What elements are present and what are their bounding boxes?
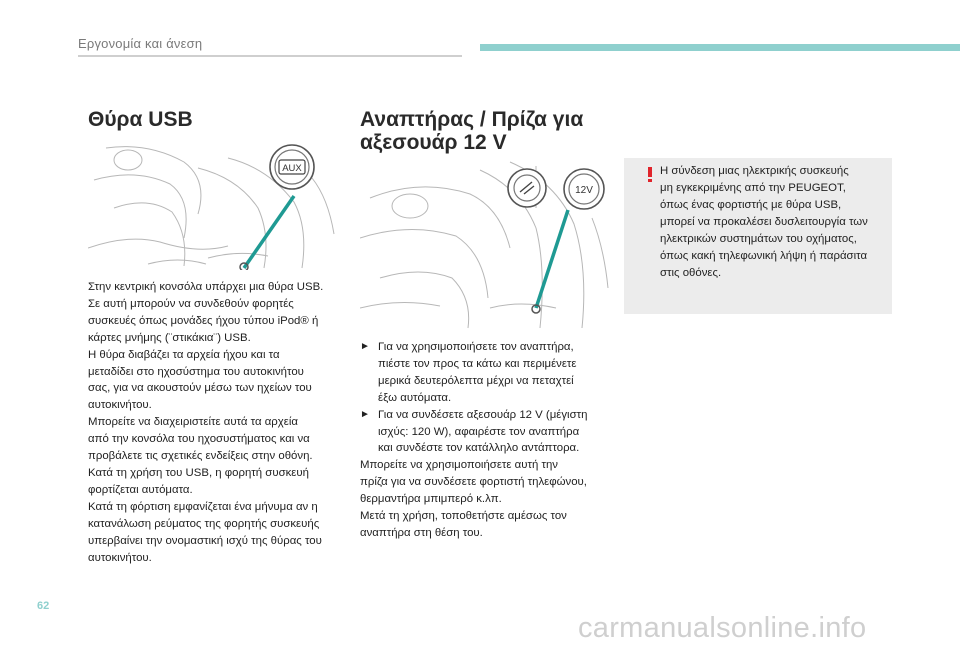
usb-line: μεταδίδει στο ηχοσύστημα του αυτοκινήτου [88, 365, 304, 378]
charger-heading-line1: Αναπτήρας / Πρίζα για [360, 108, 584, 131]
usb-illustration [88, 138, 350, 270]
charger-line: Μετά τη χρήση, τοποθετήστε αμέσως τον [360, 510, 567, 523]
warning-line: όπως κακή τηλεφωνική λήψη ή παράσιτα [660, 250, 868, 262]
charger-heading [360, 108, 620, 154]
bullet-line: πιέστε τον προς τα κάτω και περιμένετε [378, 357, 577, 370]
charger-line: θερμαντήρα μπιμπερό κ.λπ. [360, 493, 502, 506]
bullet-line: Για να συνδέσετε αξεσουάρ 12 V (μέγιστη [378, 408, 588, 421]
charger-illustration [360, 158, 618, 330]
12v-label: 12V [575, 185, 593, 196]
bullet-line: ισχύς: 120 W), αφαιρέστε τον αναπτήρα [378, 425, 580, 438]
warning-line: στις οθόνες. [660, 267, 722, 279]
usb-line: κάρτες μνήμης (¨στικάκια¨) USB. [88, 331, 251, 344]
bullet-line: έξω αυτόματα. [378, 391, 452, 404]
aux-label: AUX [282, 163, 302, 174]
charger-heading-line2: αξεσουάρ 12 V [360, 131, 507, 154]
section-title: Εργονομία και άνεση [78, 36, 203, 51]
usb-line: προβάλετε τις σχετικές ενδείξεις στην οθόνη. [88, 450, 313, 463]
usb-line: σας, για να ακουστούν μέσω των ηχείων του [88, 382, 312, 395]
charger-line: Μπορείτε να χρησιμοποιήσετε αυτή την [360, 459, 558, 472]
usb-line: Σε αυτή μπορούν να συνδεθούν φορητές [88, 297, 294, 310]
warning-line: όπως ένας φορτιστής με θύρα USB, [660, 199, 842, 211]
bullet-line: και συνδέστε τον κατάλληλο αντάπτορα. [378, 442, 580, 455]
usb-line: φορτίζεται αυτόματα. [88, 483, 193, 496]
bullet-item [360, 339, 635, 407]
warning-line: μπορεί να προκαλέσει δυσλειτουργία των [660, 216, 868, 228]
header-accent-bar [480, 44, 960, 51]
usb-line: Μπορείτε να διαχειριστείτε αυτά τα αρχεία [88, 416, 298, 429]
charger-line: αναπτήρα στη θέση του. [360, 526, 483, 539]
bullet-line: Για να χρησιμοποιήσετε τον αναπτήρα, [378, 341, 574, 353]
page-number: 62 [37, 600, 50, 612]
usb-line: συσκευές όπως μονάδες ήχου τύπου iPod® ή [88, 314, 319, 327]
usb-line: Η θύρα διαβάζει τα αρχεία ήχου και τα [88, 348, 280, 361]
warning-exclamation-icon [648, 167, 652, 182]
bullet-item [360, 407, 635, 458]
usb-line: αυτοκινήτου. [88, 551, 152, 564]
arrow-bullet-icon: ► [360, 341, 370, 352]
bullet-line: μερικά δευτερόλεπτα μέχρι να πεταχτεί [378, 374, 574, 387]
usb-line: κατανάλωση ρεύματος της φορητής συσκευής [88, 517, 320, 530]
usb-line: Στην κεντρική κονσόλα υπάρχει μια θύρα USB. [88, 281, 324, 293]
charger-line: πρίζα για να συνδέσετε φορτιστή τηλεφώνου, [360, 476, 587, 489]
warning-line: Η σύνδεση μιας ηλεκτρικής συσκευής [660, 165, 849, 177]
charger-description [360, 339, 635, 542]
usb-heading: Θύρα USB [88, 108, 193, 131]
usb-line: από την κονσόλα του ηχοσυστήματος και να [88, 433, 310, 446]
warning-line: ηλεκτρικών συστημάτων του οχήματος, [660, 233, 857, 245]
usb-line: Κατά τη χρήση του USB, η φορητή συσκευή [88, 466, 309, 479]
warning-text [660, 163, 885, 282]
usb-line: αυτοκινήτου. [88, 399, 152, 412]
watermark: carmanualsonline.info [578, 612, 867, 644]
usb-line: υπερβαίνει την ονομαστική ισχύ της θύρας του [88, 534, 322, 547]
arrow-bullet-icon: ► [360, 408, 370, 420]
usb-description [88, 279, 350, 566]
usb-line: Κατά τη φόρτιση εμφανίζεται ένα μήνυμα αν η [88, 500, 318, 513]
header-rule [78, 55, 462, 57]
warning-line: μη εγκεκριμένης από την PEUGEOT, [660, 182, 846, 194]
